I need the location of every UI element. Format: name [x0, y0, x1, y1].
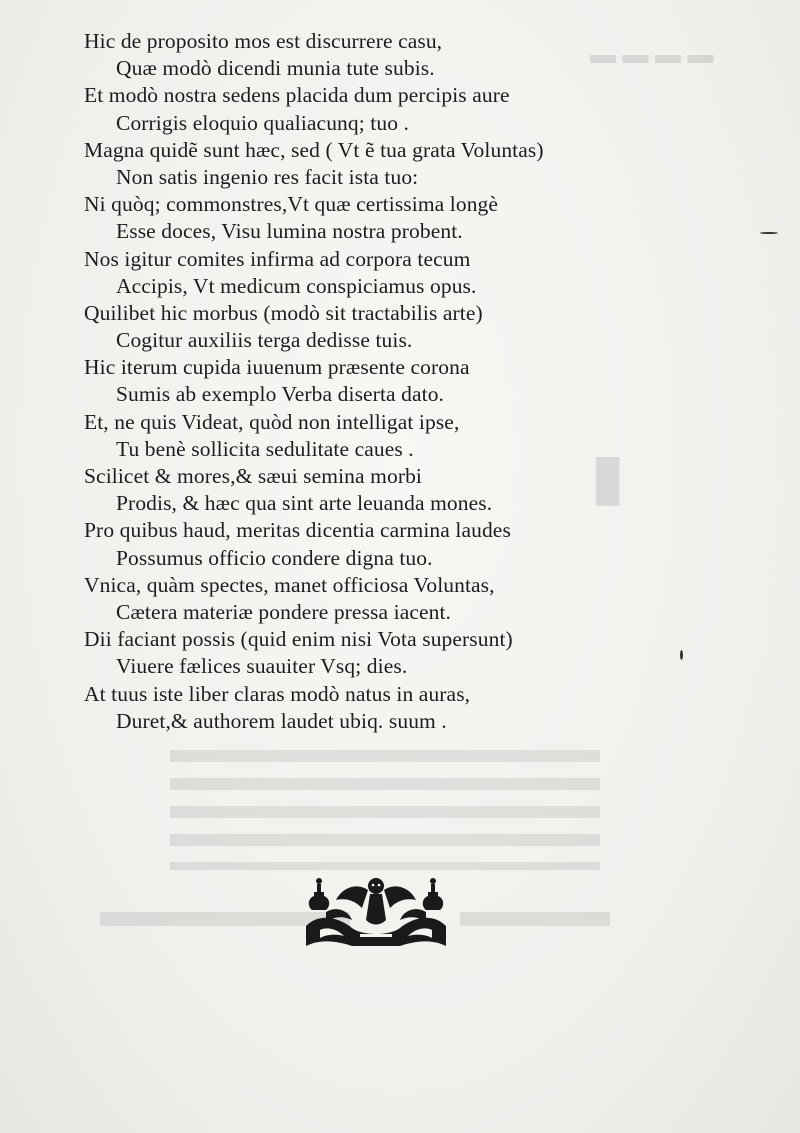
poem-line: Tu benè sollicita sedulitate caues . [116, 436, 414, 461]
poem-line: Dii faciant possis (quid enim nisi Vota supersunt) [84, 627, 513, 652]
poem-line: Corrigis eloquio qualiacunq; tuo . [116, 110, 410, 135]
poem-line: Pro quibus haud, meritas dicentia carmina laudes [84, 518, 511, 543]
poem-line: Prodis, & hæc qua sint arte leuanda mones. [116, 491, 493, 516]
poem-line: Accipis, Vt medicum conspiciamus opus. [116, 273, 477, 298]
poem-line: Esse doces, Visu lumina nostra probent. [116, 219, 463, 244]
poem-line: At tuus iste liber claras modò natus in auras, [84, 681, 471, 706]
bleed-mark: ▬ ▬ ▬ ▬ [590, 40, 714, 69]
ink-speck [680, 650, 683, 660]
poem-line: Quilibet hic morbus (modò sit tractabilis arte) [84, 300, 483, 325]
poem-line: Quæ modò dicendi munia tute subis. [116, 56, 435, 81]
poem-text-block [84, 28, 744, 735]
poem-line: Magna quidẽ sunt hæc, sed ( Vt ẽ tua grata Voluntas) [84, 137, 544, 162]
bleed-mark: ▮ [590, 441, 626, 512]
poem-line: Cogitur auxiliis terga dedisse tuis. [116, 328, 413, 353]
poem-line: Duret,& authorem laudet ubiq. suum . [116, 708, 447, 733]
printers-ornament-icon [300, 868, 452, 950]
poem-line: Viuere fælices suauiter Vsq; dies. [116, 654, 408, 679]
bleed-mark [460, 912, 610, 926]
poem-line: Hic iterum cupida iuuenum præsente corona [84, 355, 470, 380]
poem-line: Sumis ab exemplo Verba diserta dato. [116, 382, 445, 407]
poem-line: Hic de proposito mos est discurrere casu, [84, 29, 443, 53]
poem-line: Non satis ingenio res facit ista tuo: [116, 164, 419, 189]
bleed-mark [170, 750, 600, 870]
poem-line: Et, ne quis Videat, quòd non intelligat ipse, [84, 409, 460, 434]
ink-speck [760, 232, 778, 234]
poem-line: Cætera materiæ pondere pressa iacent. [116, 599, 452, 624]
poem-line: Scilicet & mores,& sæui semina morbi [84, 464, 423, 488]
poem-line: Nos igitur comites infirma ad corpora tecum [84, 246, 471, 271]
poem-line: Possumus officio condere digna tuo. [116, 545, 433, 570]
poem-line: Ni quòq; commonstres,Vt quæ certissima longè [84, 192, 499, 217]
poem-line: Vnica, quàm spectes, manet officiosa Voluntas, [84, 572, 495, 597]
poem-line: Et modò nostra sedens placida dum percipis aure [84, 83, 510, 108]
